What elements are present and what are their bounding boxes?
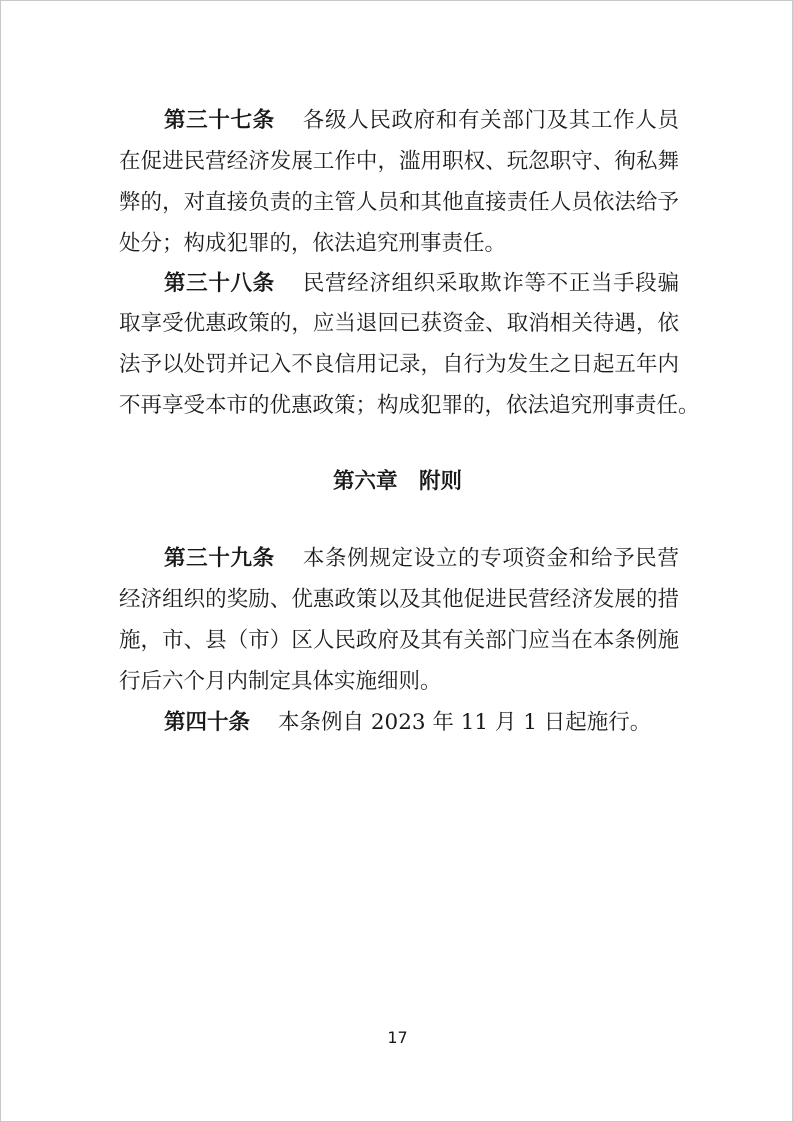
article-40-heading: 第四十条 [164,710,251,735]
article-40-text-1: 本条例自 2023 年 11 月 1 日起施行。 [278,710,652,735]
article-37-line-3: 弊的，对直接负责的主管人员和其他直接责任人员依法给予 [119,190,679,215]
chapter-title: 第六章 附则 [332,469,462,494]
article-40-line-1 [119,708,679,738]
article-39-line-4: 行后六个月内制定具体实施细则。 [119,669,442,694]
article-38-line-1 [119,269,679,299]
article-37-heading: 第三十七条 [164,108,275,133]
article-39-line-1 [119,544,679,574]
article-38-text-1: 民营经济组织采取欺诈等不正当手段骗 [302,271,679,296]
page-number: 17 [387,1028,408,1047]
article-38-line-4: 不再享受本市的优惠政策；构成犯罪的，依法追究刑事责任。 [119,393,700,418]
article-39-heading: 第三十九条 [164,546,275,571]
article-38-heading: 第三十八条 [164,271,275,296]
article-37-text-1: 各级人民政府和有关部门及其工作人员 [302,108,679,133]
article-37-line-1 [119,106,679,136]
article-39-line-2: 经济组织的奖励、优惠政策以及其他促进民营经济发展的措 [119,587,679,612]
article-39-line-3: 施，市、县（市）区人民政府及其有关部门应当在本条例施 [119,628,679,653]
article-37-line-2: 在促进民营经济发展工作中，滥用职权、玩忽职守、徇私舞 [119,149,679,174]
article-39-text-1: 本条例规定设立的专项资金和给予民营 [302,546,679,571]
article-38-line-2: 取享受优惠政策的，应当退回已获资金、取消相关待遇，依 [119,311,679,336]
article-37-line-4: 处分；构成犯罪的，依法追究刑事责任。 [119,231,507,256]
article-38-line-3: 法予以处罚并记入不良信用记录，自行为发生之日起五年内 [119,352,679,377]
